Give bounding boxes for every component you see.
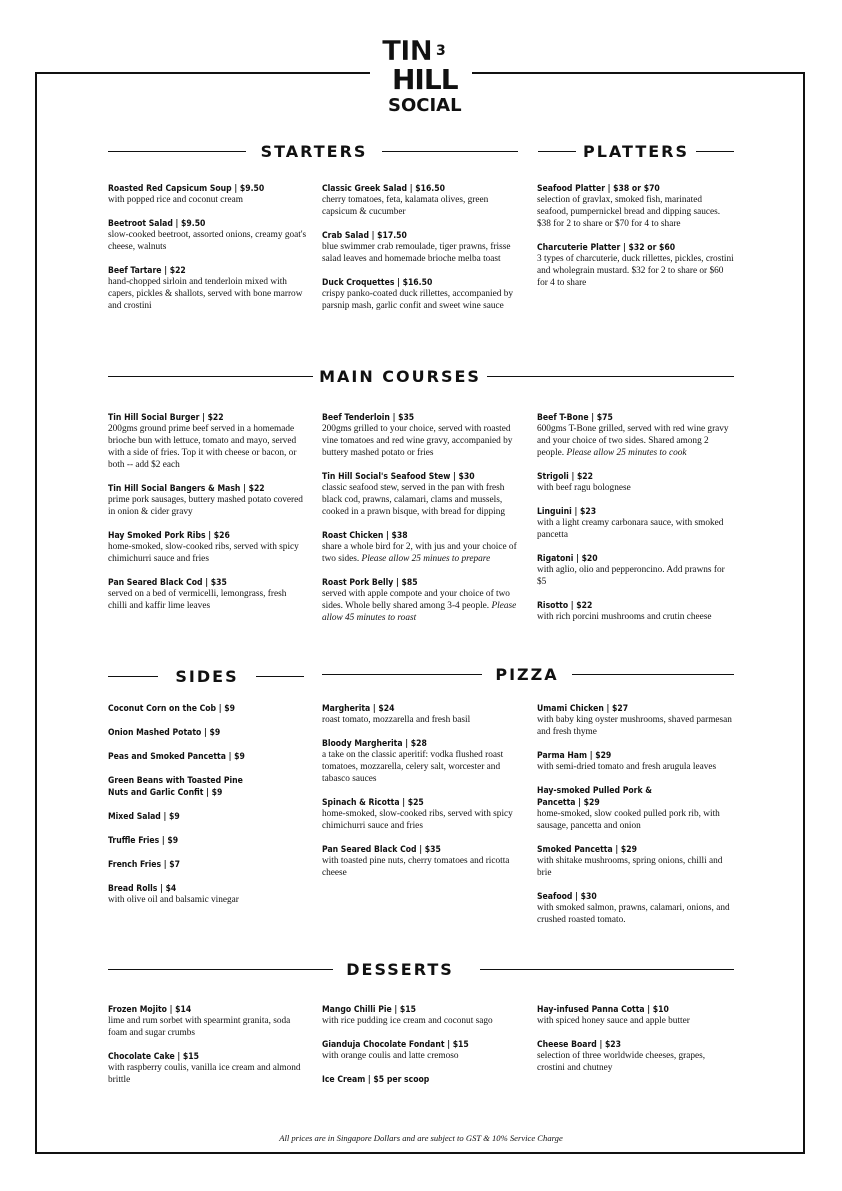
item-name: Hay Smoked Pork Ribs | $26 [108, 530, 230, 540]
item-desc: prime pork sausages, buttery mashed potato covered in onion & cider gravy [108, 495, 303, 517]
menu-item [537, 702, 735, 738]
item-name: Beef T-Bone | $75 [537, 412, 613, 422]
menu-item [537, 599, 735, 623]
item-desc: home-smoked, slow-cooked ribs, served with spicy chimichurri sauce and fries [108, 542, 299, 564]
item-note: Please allow 25 minues to prepare [361, 554, 491, 564]
item-name-cont: Pancetta | $29 [537, 797, 600, 807]
item-name: Beef Tartare | $22 [108, 265, 186, 275]
section-platters [0, 142, 842, 162]
section-pizza [0, 665, 842, 685]
divider-line [696, 151, 734, 152]
menu-item [537, 411, 735, 459]
item-name: Hay-infused Panna Cotta | $10 [537, 1004, 669, 1014]
item-desc [537, 423, 735, 459]
item-name: Parma Ham | $29 [537, 750, 612, 760]
item-desc: hand-chopped sirloin and tenderloin mixed with capers, pickles & shallots, served with bone marrow and crostini [108, 277, 303, 311]
item-note: Please allow 25 minutes to cook [566, 448, 687, 458]
item-name: Roast Chicken | $38 [322, 530, 408, 540]
section-title: PLATTERS [582, 142, 690, 161]
item-name: Bloody Margherita | $28 [322, 738, 427, 748]
section-title: PIZZA [495, 665, 559, 684]
menu-item [108, 774, 304, 798]
item-name: Mango Chilli Pie | $15 [322, 1004, 417, 1014]
item-name: Duck Croquettes | $16.50 [322, 277, 433, 287]
menu-item [322, 1073, 522, 1085]
section-title: STARTERS [260, 142, 368, 161]
menu-item [322, 229, 517, 265]
item-desc: with beef ragu bolognese [537, 483, 631, 493]
pizza-col-2 [537, 702, 735, 937]
item-desc: crispy panko-coated duck rillettes, accompanied by parsnip mash, garlic confit and sweet wine sauce [322, 289, 514, 311]
menu-item [108, 858, 304, 870]
item-desc [322, 541, 522, 565]
item-name: Green Beans with Toasted Pine [108, 775, 243, 785]
menu-item [537, 241, 735, 289]
menu-item [537, 1038, 735, 1074]
menu-item [322, 182, 517, 218]
item-name: Roast Pork Belly | $85 [322, 577, 418, 587]
item-name: Truffle Fries | $9 [108, 835, 179, 845]
menu-item [322, 843, 522, 879]
menu-item [537, 1003, 735, 1027]
item-name: Peas and Smoked Pancetta | $9 [108, 751, 245, 761]
item-desc-text: served with apple compote and your choice of two sides. Whole belly shared among 3-4 people. [322, 589, 510, 611]
item-name: Tin Hill Social Burger | $22 [108, 412, 224, 422]
section-desserts [0, 960, 842, 980]
menu-item [537, 890, 735, 926]
divider-line [322, 674, 482, 675]
item-desc: with shitake mushrooms, spring onions, chilli and brie [537, 856, 723, 878]
item-name: Smoked Pancetta | $29 [537, 844, 637, 854]
item-desc: with olive oil and balsamic vinegar [108, 895, 239, 905]
item-name: Umami Chicken | $27 [537, 703, 629, 713]
menu-item [537, 470, 735, 494]
item-desc: with semi-dried tomato and fresh arugula leaves [537, 762, 717, 772]
item-name: Chocolate Cake | $15 [108, 1051, 199, 1061]
item-name: Beetroot Salad | $9.50 [108, 218, 206, 228]
section-mains [0, 367, 842, 387]
menu-item [322, 276, 517, 312]
menu-item [108, 750, 304, 762]
item-note: Please allow 45 minutes to roast [322, 601, 517, 623]
item-name: Charcuterie Platter | $32 or $60 [537, 242, 676, 252]
item-desc: home-smoked, slow cooked pulled pork rib, with sausage, pancetta and onion [537, 809, 720, 831]
item-name: Linguini | $23 [537, 506, 597, 516]
menu-item [322, 576, 522, 624]
menu-item [108, 810, 304, 822]
section-title: MAIN COURSES [319, 367, 481, 386]
menu-item [537, 505, 735, 541]
item-desc [322, 588, 522, 624]
item-desc: with baby king oyster mushrooms, shaved parmesan and fresh thyme [537, 715, 732, 737]
sides-col [108, 702, 304, 918]
divider-line [108, 376, 313, 377]
menu-item [322, 702, 522, 726]
logo-line2: HILL [392, 63, 458, 96]
item-name: Strigoli | $22 [537, 471, 594, 481]
logo-line3: SOCIAL [388, 95, 462, 115]
menu-item [108, 217, 308, 253]
item-desc: 200gms ground prime beef served in a homemade brioche bun with lettuce, tomato and mayo, served with a side of fries. Top it with cheese or bacon, or both -- add $2 each [108, 424, 297, 470]
item-name: Bread Rolls | $4 [108, 883, 177, 893]
menu-item [108, 182, 308, 206]
section-title: DESSERTS [346, 960, 454, 979]
item-name: Onion Mashed Potato | $9 [108, 727, 221, 737]
item-desc: with a light creamy carbonara sauce, with smoked pancetta [537, 518, 724, 540]
menu-item [322, 470, 522, 518]
item-name: Margherita | $24 [322, 703, 395, 713]
item-name: Risotto | $22 [537, 600, 593, 610]
mains-col-3 [537, 411, 735, 634]
menu-item [537, 843, 735, 879]
item-desc: roast tomato, mozzarella and fresh basil [322, 715, 471, 725]
item-name: Cheese Board | $23 [537, 1039, 622, 1049]
item-desc: with aglio, olio and pepperoncino. Add prawns for $5 [537, 565, 725, 587]
item-desc: home-smoked, slow-cooked ribs, served with spicy chimichurri sauce and fries [322, 809, 513, 831]
pizza-col-1 [322, 702, 522, 890]
menu-item [108, 576, 304, 612]
item-desc: with toasted pine nuts, cherry tomatoes and ricotta cheese [322, 856, 510, 878]
section-title: SIDES [175, 667, 239, 686]
item-name: Coconut Corn on the Cob | $9 [108, 703, 235, 713]
item-desc: selection of gravlax, smoked fish, marinated seafood, pumpernickel bread and dipping sauces. $38 for 2 to share or $70 for 4 to share [537, 195, 721, 229]
item-desc: slow-cooked beetroot, assorted onions, creamy goat's cheese, walnuts [108, 230, 307, 252]
brand-logo [378, 33, 464, 115]
desserts-col-1 [108, 1003, 304, 1097]
item-name: Hay-smoked Pulled Pork & [537, 785, 652, 795]
item-name-cont: Nuts and Garlic Confit | $9 [108, 787, 223, 797]
item-desc: 200gms grilled to your choice, served with roasted vine tomatoes and red wine gravy, accompanied by buttery mashed potato or fries [322, 424, 513, 458]
divider-line [538, 151, 576, 152]
divider-line [572, 674, 734, 675]
logo-mark [378, 33, 464, 115]
starters-col-2 [322, 182, 517, 323]
item-name: Mixed Salad | $9 [108, 811, 180, 821]
menu-item [108, 1050, 304, 1086]
item-desc: with spiced honey sauce and apple butter [537, 1016, 690, 1026]
menu-item [322, 1003, 522, 1027]
item-name: Seafood Platter | $38 or $70 [537, 183, 660, 193]
menu-item [108, 1003, 304, 1039]
item-desc: with orange coulis and latte cremoso [322, 1051, 459, 1061]
item-name: Pan Seared Black Cod | $35 [108, 577, 227, 587]
mains-col-1 [108, 411, 304, 623]
item-desc: a take on the classic aperitif: vodka flushed roast tomatoes, mozzarella, celery salt, worcester and tabasco sauces [322, 750, 504, 784]
item-name: Crab Salad | $17.50 [322, 230, 407, 240]
menu-item [108, 726, 304, 738]
menu-item [108, 411, 304, 471]
menu-item [108, 264, 308, 312]
menu-item [108, 882, 304, 906]
item-name: Frozen Mojito | $14 [108, 1004, 192, 1014]
divider-line [108, 969, 333, 970]
divider-line [487, 376, 734, 377]
menu-item [108, 529, 304, 565]
menu-item [322, 411, 522, 459]
item-desc: classic seafood stew, served in the pan with fresh black cod, prawns, calamari, clams and mussels, cooked in a prawn bisque, with bread for dipping [322, 483, 506, 517]
menu-item [108, 702, 304, 714]
logo-sup: 3 [436, 43, 446, 59]
item-desc: blue swimmer crab remoulade, tiger prawns, frisse salad leaves and homemade brioche melba toast [322, 242, 511, 264]
mains-col-2 [322, 411, 522, 635]
item-desc: with popped rice and coconut cream [108, 195, 244, 205]
item-name: Roasted Red Capsicum Soup | $9.50 [108, 183, 265, 193]
item-desc: with rice pudding ice cream and coconut sago [322, 1016, 493, 1026]
menu-item [537, 552, 735, 588]
menu-item [108, 834, 304, 846]
price-footnote: All prices are in Singapore Dollars and are subject to GST & 10% Service Charge [279, 1133, 563, 1143]
item-name: Seafood | $30 [537, 891, 597, 901]
item-name: Ice Cream | $5 per scoop [322, 1074, 430, 1084]
menu-item [322, 737, 522, 785]
item-desc: lime and rum sorbet with spearmint granita, soda foam and sugar crumbs [108, 1016, 291, 1038]
divider-line [480, 969, 734, 970]
item-name: Beef Tenderloin | $35 [322, 412, 415, 422]
starters-col-1 [108, 182, 308, 323]
menu-item [108, 482, 304, 518]
item-desc: selection of three worldwide cheeses, grapes, crostini and chutney [537, 1051, 706, 1073]
menu-item [537, 182, 735, 230]
menu-item [322, 1038, 522, 1062]
item-desc: 3 types of charcuterie, duck rillettes, pickles, crostini and wholegrain mustard. $32 for 2 to share or $60 for 4 to share [537, 254, 734, 288]
item-desc: with smoked salmon, prawns, calamari, onions, and crushed roasted tomato. [537, 903, 730, 925]
desserts-col-2 [322, 1003, 522, 1096]
item-desc: cherry tomatoes, feta, kalamata olives, green capsicum & cucumber [322, 195, 489, 217]
item-name: Tin Hill Social Bangers & Mash | $22 [108, 483, 265, 493]
item-desc: served on a bed of vermicelli, lemongrass, fresh chilli and kaffir lime leaves [108, 589, 287, 611]
menu-item [537, 784, 735, 832]
item-desc: with rich porcini mushrooms and crutin cheese [537, 612, 712, 622]
item-desc: with raspberry coulis, vanilla ice cream and almond brittle [108, 1063, 301, 1085]
item-desc-text: 600gms T-Bone grilled, served with red wine gravy and your choice of two sides. Shared among 2 people. [537, 424, 729, 458]
item-name: Pan Seared Black Cod | $35 [322, 844, 441, 854]
menu-item [322, 529, 522, 565]
menu-item [537, 749, 735, 773]
item-name: Classic Greek Salad | $16.50 [322, 183, 445, 193]
item-name: Gianduja Chocolate Fondant | $15 [322, 1039, 469, 1049]
item-name: Tin Hill Social's Seafood Stew | $30 [322, 471, 475, 481]
logo-line1: TIN [382, 34, 432, 67]
desserts-col-3 [537, 1003, 735, 1085]
item-name: Rigatoni | $20 [537, 553, 598, 563]
menu-item [322, 796, 522, 832]
platters-col [537, 182, 735, 300]
item-desc-text: share a whole bird for 2, with jus and your choice of two sides. [322, 542, 517, 564]
item-name: Spinach & Ricotta | $25 [322, 797, 424, 807]
item-name: French Fries | $7 [108, 859, 180, 869]
